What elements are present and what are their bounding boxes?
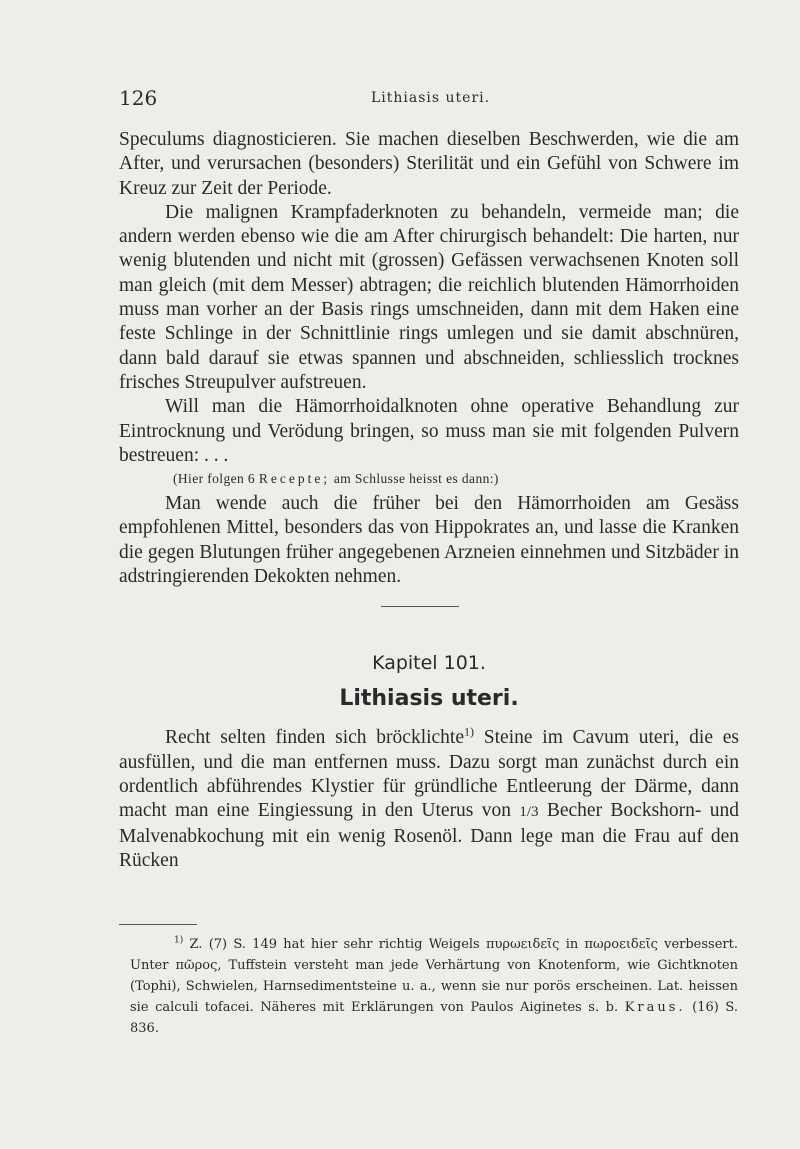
running-title: Lithiasis uteri. [371,90,491,106]
footnote-divider [119,924,197,925]
footnote-reference[interactable]: 1) [464,724,475,739]
paragraph: Man wende auch die früher bei den Hämorrhoiden am Gesäss empfohlenen Mittel, besonders das von Hippokrates an, und lasse die Kranken die gegen Blutungen früher angegebenen Arzneien einnehmen und Sitzbäder in adstringierenden Dekokten nehmen. [119,493,739,588]
chapter-title: Lithiasis uteri. [339,686,519,712]
footnote-mark: 1) [174,935,184,946]
body-text [119,128,739,873]
section-divider [381,606,459,607]
page-header [119,86,739,110]
paragraph: Speculums diagnosticieren. Sie machen dieselben Beschwerden, wie die am After, und verursachen (besonders) Sterilität und ein Gefühl von Schwere im Kreuz zur Zeit der Periode. [119,129,739,199]
paragraph: Will man die Hämorrhoidalknoten ohne operative Behandlung zur Eintrocknung und Verödung bringen, so muss man sie mit folgenden Pulvern bestreuen: . . . [119,396,739,466]
footnote: $^{1)}$ Z. (7) S. 149 hat hier sehr richtig Weigels πυρωειδεῖς in πωροειδεῖς verbessert. Unter πῶρος, Tuffstein versteht man jede Verhärtung von Knotenform, wie Gichtknoten (Tophi), Schwielen, Harnsedimentsteine u. a., wenn sie nur porös erscheinen. Lat. heissen sie calculi tofacei. Näheres mit Erklärungen von Paulos Aiginetes s. b. Kraus. (16) S. 836. [130,935,738,1036]
fraction: 1/3 [519,804,539,821]
paragraph: Die malignen Krampfaderknoten zu behandeln, vermeide man; die andern werden ebenso wie die am After chirurgisch behandelt: Die harten, nur wenig blutenden und nicht mit (grossen) Gefässen verwachsenen Knoten soll man gleich (mit dem Messer) abtragen; die reichlich blutenden Hämorrhoiden muss man vorher an der Basis rings umschneiden, dann mit dem Haken eine feste Schlinge in der Schnittlinie rings umlegen und sie damit abschnüren, dann bald darauf sie etwas spannen und abschneiden, schliesslich trocknes frisches Streupulver aufstreuen. [119,201,739,393]
paragraph: Recht selten finden sich bröcklichte$^{1)}$ Steine im Cavum uteri, die es ausfüllen, und die man entfernen muss. Dazu sorgt man zunächst durch ein ordentlich abführendes Klystier für gründliche Entleerung der Därme, dann macht man eine Eingiessung in den Uterus von 1/3 Becher Bockshorn- und Malvenabkochung mit ein wenig Rosenöl. Dann lege man die Frau auf den Rücken [119,724,739,871]
chapter-label: Kapitel 101. [372,652,486,675]
page-number: 126 [119,86,158,110]
editorial-note: (Hier folgen 6 Recepte; am Schlusse heisst es dann:) [173,471,499,487]
